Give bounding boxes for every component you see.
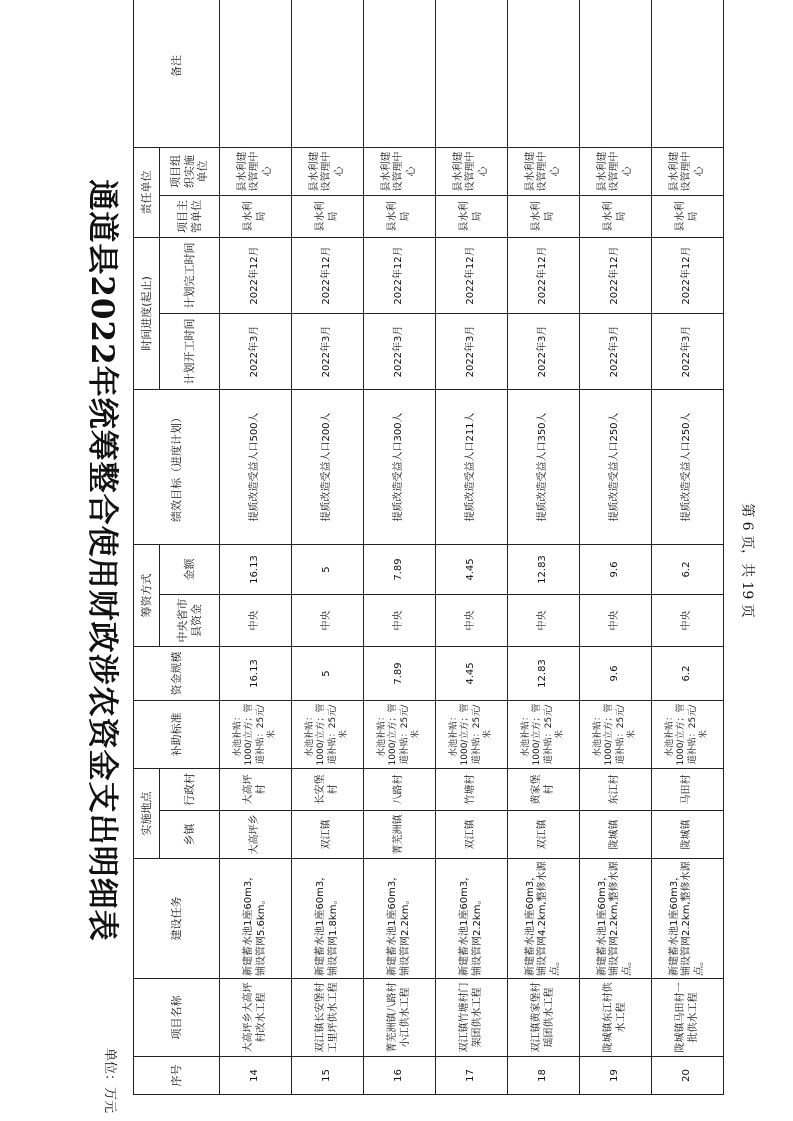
cell-subsidy: 水池补贴：1000/立方；管道补贴：25元/米 (652, 701, 724, 769)
cell-resp-main: 县水利局 (652, 196, 724, 238)
cell-resp-main: 县水利局 (580, 196, 652, 238)
cell-village: 八路村 (364, 769, 436, 811)
cell-subsidy: 水池补贴：1000/立方；管道补贴：25元/米 (580, 701, 652, 769)
header-village: 行政村 (160, 769, 220, 811)
cell-scale: 12.83 (508, 647, 580, 701)
cell-resp-main: 县水利局 (292, 196, 364, 238)
cell-project-name: 陇城镇马田村一批供水工程 (652, 979, 724, 1057)
header-resp-impl: 项目组织实施单位 (160, 148, 220, 196)
cell-task: 新建蓄水池1座60m3，铺设管网2.2km。 (364, 859, 436, 979)
cell-village: 马田村 (652, 769, 724, 811)
cell-resp-main: 县水利局 (364, 196, 436, 238)
header-resp: 责任单位 (134, 148, 160, 238)
cell-seq: 16 (364, 1057, 436, 1095)
header-seq: 序号 (134, 1057, 220, 1095)
header-town: 乡镇 (160, 811, 220, 859)
header-resp-main: 项目主管单位 (160, 196, 220, 238)
header-subsidy: 补助标准 (134, 701, 220, 769)
header-target: 绩效目标（进度计划） (134, 390, 220, 545)
expenditure-table (133, 0, 724, 1095)
cell-remark (364, 0, 436, 148)
cell-start: 2022年3月 (436, 314, 508, 390)
cell-scale: 7.89 (364, 647, 436, 701)
cell-target: 提质改造受益人口300人 (364, 390, 436, 545)
header-location: 实施地点 (134, 769, 160, 859)
cell-village: 东江村 (580, 769, 652, 811)
header-funding: 筹资方式 (134, 545, 160, 647)
cell-end: 2022年12月 (508, 238, 580, 314)
header-task: 建设任务 (134, 859, 220, 979)
cell-amount: 12.83 (508, 545, 580, 595)
cell-seq: 20 (652, 1057, 724, 1095)
cell-project-name: 双江镇竹塘村门架团供水工程 (436, 979, 508, 1057)
header-project-name: 项目名称 (134, 979, 220, 1057)
cell-subsidy: 水池补贴：1000/立方；管道补贴：25元/米 (364, 701, 436, 769)
cell-scale: 5 (292, 647, 364, 701)
table-row (292, 0, 364, 1095)
cell-resp-main: 县水利局 (436, 196, 508, 238)
table-row (364, 0, 436, 1095)
cell-source: 中央 (508, 595, 580, 647)
cell-source: 中央 (220, 595, 292, 647)
cell-amount: 5 (292, 545, 364, 595)
table-row (220, 0, 292, 1095)
cell-source: 中央 (436, 595, 508, 647)
cell-end: 2022年12月 (652, 238, 724, 314)
cell-seq: 14 (220, 1057, 292, 1095)
cell-amount: 4.45 (436, 545, 508, 595)
cell-amount: 16.13 (220, 545, 292, 595)
unit-label: 单位：万元 (102, 1047, 117, 1113)
cell-town: 双江镇 (292, 811, 364, 859)
cell-source: 中央 (364, 595, 436, 647)
cell-subsidy: 水池补贴：1000/立方；管道补贴：25元/米 (292, 701, 364, 769)
cell-village: 黄家堡村 (508, 769, 580, 811)
header-end: 计划完工时间 (160, 238, 220, 314)
cell-task: 新建蓄水池1座60m3，铺设管网4.2km,整修水源点。 (508, 859, 580, 979)
cell-seq: 15 (292, 1057, 364, 1095)
cell-task: 新建蓄水池1座60m3，铺设管网2.2km。 (436, 859, 508, 979)
document-title: 通道县2022年统筹整合使用财政涉农资金支出明细表 (84, 179, 120, 942)
cell-target: 提质改造受益人口211人 (436, 390, 508, 545)
cell-start: 2022年3月 (508, 314, 580, 390)
cell-resp-impl: 县水利建设管理中心 (292, 148, 364, 196)
cell-resp-main: 县水利局 (220, 196, 292, 238)
cell-village: 竹塘村 (436, 769, 508, 811)
header-timeline: 时间进度(起止) (134, 238, 160, 390)
table-row (508, 0, 580, 1095)
cell-task: 新建蓄水池1座60m3，铺设管网5.6km。 (220, 859, 292, 979)
cell-scale: 16.13 (220, 647, 292, 701)
cell-remark (220, 0, 292, 148)
cell-start: 2022年3月 (652, 314, 724, 390)
cell-town: 菁芜洲镇 (364, 811, 436, 859)
cell-amount: 7.89 (364, 545, 436, 595)
cell-target: 提质改造受益人口500人 (220, 390, 292, 545)
cell-project-name: 双江镇长安堡村工里坪供水工程 (292, 979, 364, 1057)
table-row (436, 0, 508, 1095)
cell-seq: 17 (436, 1057, 508, 1095)
cell-task: 新建蓄水池1座60m3，铺设管网1.8km。 (292, 859, 364, 979)
header-start: 计划开工时间 (160, 314, 220, 390)
cell-project-name: 双江镇黄家堡村瑶团供水工程 (508, 979, 580, 1057)
cell-project-name: 大高坪乡大高坪村改水工程 (220, 979, 292, 1057)
cell-source: 中央 (292, 595, 364, 647)
cell-resp-impl: 县水利建设管理中心 (220, 148, 292, 196)
cell-resp-impl: 县水利建设管理中心 (436, 148, 508, 196)
cell-seq: 19 (580, 1057, 652, 1095)
cell-town: 双江镇 (436, 811, 508, 859)
cell-village: 长安堡村 (292, 769, 364, 811)
cell-start: 2022年3月 (220, 314, 292, 390)
cell-resp-impl: 县水利建设管理中心 (508, 148, 580, 196)
cell-start: 2022年3月 (364, 314, 436, 390)
cell-village: 大高坪村 (220, 769, 292, 811)
cell-end: 2022年12月 (436, 238, 508, 314)
cell-amount: 9.6 (580, 545, 652, 595)
cell-town: 陇城镇 (580, 811, 652, 859)
cell-remark (652, 0, 724, 148)
page-footer: 第 6 页，共 19 页 (739, 503, 755, 618)
table-row (652, 0, 724, 1095)
cell-end: 2022年12月 (220, 238, 292, 314)
cell-amount: 6.2 (652, 545, 724, 595)
cell-end: 2022年12月 (292, 238, 364, 314)
cell-target: 提质改造受益人口250人 (652, 390, 724, 545)
cell-town: 陇城镇 (652, 811, 724, 859)
header-remark: 备注 (134, 0, 220, 148)
cell-remark (292, 0, 364, 148)
cell-source: 中央 (652, 595, 724, 647)
cell-subsidy: 水池补贴：1000/立方；管道补贴：25元/米 (220, 701, 292, 769)
cell-seq: 18 (508, 1057, 580, 1095)
cell-resp-impl: 县水利建设管理中心 (364, 148, 436, 196)
cell-project-name: 陇城镇东江村供水工程 (580, 979, 652, 1057)
cell-start: 2022年3月 (580, 314, 652, 390)
cell-scale: 9.6 (580, 647, 652, 701)
cell-project-name: 菁芜洲镇八路村小江供水工程 (364, 979, 436, 1057)
cell-resp-impl: 县水利建设管理中心 (652, 148, 724, 196)
cell-scale: 4.45 (436, 647, 508, 701)
header-amount: 金额 (160, 545, 220, 595)
cell-end: 2022年12月 (364, 238, 436, 314)
cell-scale: 6.2 (652, 647, 724, 701)
cell-start: 2022年3月 (292, 314, 364, 390)
cell-target: 提质改造受益人口200人 (292, 390, 364, 545)
cell-town: 大高坪乡 (220, 811, 292, 859)
cell-remark (580, 0, 652, 148)
header-scale: 资金规模 (134, 647, 220, 701)
cell-source: 中央 (580, 595, 652, 647)
cell-task: 新建蓄水池1座60m3，铺设管网2.2km,整修水源点。 (652, 859, 724, 979)
header-source: 中央省市县资金 (160, 595, 220, 647)
expenditure-table-wrapper (133, 25, 723, 1095)
cell-target: 提质改造受益人口250人 (580, 390, 652, 545)
cell-subsidy: 水池补贴：1000/立方；管道补贴：25元/米 (436, 701, 508, 769)
cell-resp-main: 县水利局 (508, 196, 580, 238)
cell-remark (436, 0, 508, 148)
cell-subsidy: 水池补贴：1000/立方；管道补贴：25元/米 (508, 701, 580, 769)
cell-target: 提质改造受益人口350人 (508, 390, 580, 545)
cell-task: 新建蓄水池1座60m3，铺设管网2.2km,整修水源点。 (580, 859, 652, 979)
cell-resp-impl: 县水利建设管理中心 (580, 148, 652, 196)
cell-remark (508, 0, 580, 148)
table-row (580, 0, 652, 1095)
cell-town: 双江镇 (508, 811, 580, 859)
cell-end: 2022年12月 (580, 238, 652, 314)
